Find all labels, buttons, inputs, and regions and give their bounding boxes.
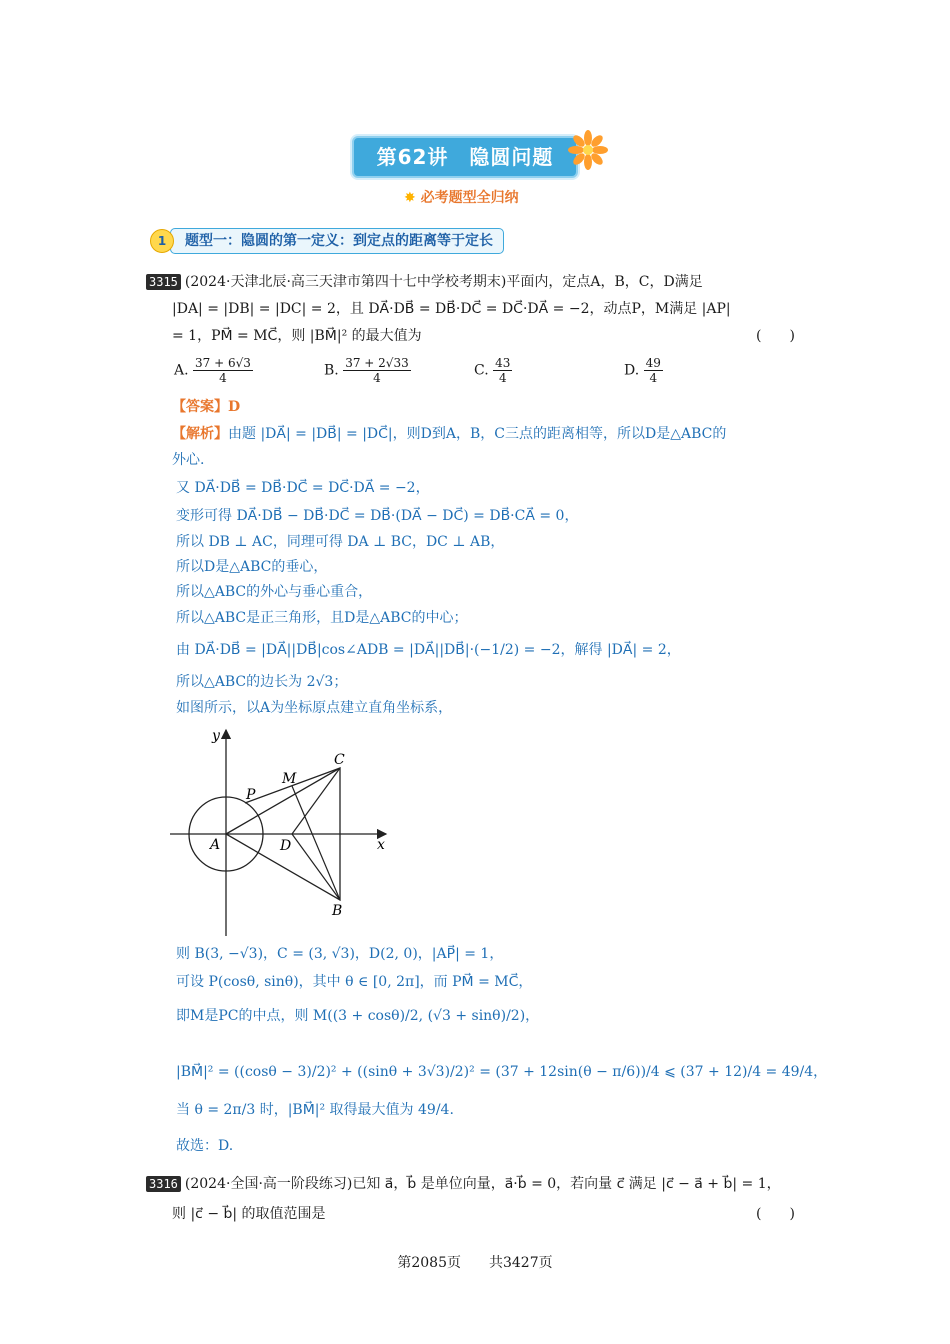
q3315-line2: |DA| = |DB| = |DC| = 2，且 DA⃗·DB⃗ = DB⃗·DC⃗ = DC⃗·DA⃗ = −2，动点P，M满足 |AP| [172,301,731,317]
analysis-line-4: 所以 DB ⊥ AC，同理可得 DA ⊥ BC，DC ⊥ AB， [176,534,505,550]
q3316-line2: 则 |c⃗ − b⃗| 的取值范围是 [172,1206,326,1222]
label-c: C [334,752,345,768]
question-number: 3316 [146,1176,181,1192]
after-line-2: 即M是PC的中点，则 M((3 + cosθ)/2, (√3 + sinθ)/2)， [176,1008,540,1024]
question-number: 3315 [146,274,181,290]
analysis-line-9: 所以△ABC的边长为 2√3； [176,674,348,690]
answer-paren: ( ) [756,1206,795,1222]
choice-c: C. $\frac{43}{4}$ [474,356,511,385]
label-p: P [246,787,256,803]
label-m: M [282,771,297,787]
flower-icon [568,130,608,170]
after-line-4: 当 θ = 2π/3 时，|BM⃗|² 取得最大值为 49/4. [176,1102,454,1118]
coordinate-figure [170,724,400,940]
label-y: y [212,728,220,744]
analysis-line-7: 所以△ABC是正三角形，且D是△ABC的中心； [176,610,468,626]
page-footer: 第2085页 共3427页 [397,1255,553,1271]
label-a: A [210,837,221,853]
after-line-1: 可设 P(cosθ, sinθ)，其中 θ ∈ [0, 2π]，而 PM⃗ = MC⃗， [176,974,533,990]
analysis-line-10: 如图所示，以A为坐标原点建立直角坐标系， [176,700,453,716]
after-line-0: 则 B(3, −√3)，C = (3, √3)，D(2, 0)，|AP⃗| = 1， [176,946,504,962]
q3316-line1: 3316 (2024·全国·高一阶段练习)已知 a⃗，b⃗ 是单位向量，a⃗·b⃗ = 0，若向量 c⃗ 满足 |c⃗ − a⃗ + b⃗| = 1， [146,1174,781,1194]
label-x: x [377,837,385,853]
q3315-line1: 3315 (2024·天津北辰·高三天津市第四十七中学校考期末)平面内，定点A，B，C，D满足 [146,272,703,292]
analysis-line-3: 变形可得 DA⃗·DB⃗ − DB⃗·DC⃗ = DB⃗·(DA⃗ − DC⃗) = DB⃗·CA⃗ = 0， [176,508,579,524]
analysis-line-5: 所以D是△ABC的垂心， [176,559,328,575]
analysis-line-8: 由 DA⃗·DB⃗ = |DA⃗||DB⃗|cos∠ADB = |DA⃗||DB⃗|·(−1/2) = −2，解得 |DA⃗| = 2， [176,642,681,658]
answer: 【答案】D [172,399,241,415]
analysis-line-6: 所以△ABC的外心与垂心重合， [176,584,373,600]
after-line-3: |BM⃗|² = ((cosθ − 3)/2)² + ((sinθ + 3√3)/2)² = (37 + 12sin(θ − π/6))/4 ⩽ (37 + 12)/4 = 49/4， [176,1064,828,1080]
label-d: D [280,838,292,854]
after-line-5: 故选：D. [176,1138,234,1154]
label-b: B [332,903,343,919]
choice-b: B. $\frac{37 + 2√33}{4}$ [324,356,409,385]
sun-icon: ✸ [404,190,416,206]
section-label: 题型一：隐圆的第一定义：到定点的距离等于定长 [170,228,504,254]
subtitle: ✸ 必考题型全归纳 [404,190,519,206]
q3315-line3: = 1，PM⃗ = MC⃗，则 |BM⃗|² 的最大值为 [172,328,422,344]
lecture-title: 第62讲 隐圆问题 [352,136,578,178]
analysis-line-2: 又 DA⃗·DB⃗ = DB⃗·DC⃗ = DC⃗·DA⃗ = −2， [176,480,430,496]
answer-paren: ( ) [756,328,795,344]
analysis-line-1: 外心. [172,452,205,468]
section-number: 1 [150,229,174,253]
analysis-line-0: 【解析】由题 |DA⃗| = |DB⃗| = |DC⃗|，则D到A，B，C三点的距离相等，所以D是△ABC的 [172,426,727,442]
choice-d: D. $\frac{49}{4}$ [624,356,661,385]
choice-a: A. $\frac{37 + 6√3}{4}$ [174,356,251,385]
